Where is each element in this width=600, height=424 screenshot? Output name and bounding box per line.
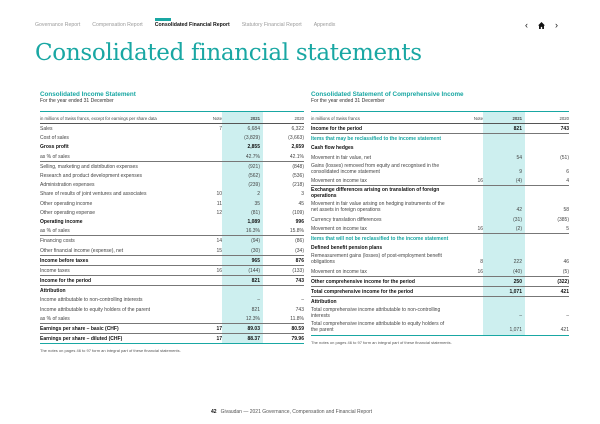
table-row (40, 245, 304, 255)
row-note: 16 (202, 265, 222, 275)
nav-consolidated-financial-report[interactable]: Consolidated Financial Report (154, 22, 230, 28)
header-2021: 2021 (483, 112, 525, 124)
row-label: Remeasurement gains (losses) of post-employment benefit obligations (311, 253, 442, 266)
row-note (451, 320, 483, 335)
row-label: Income for the period (311, 124, 451, 134)
row-2021: 42 (483, 200, 525, 214)
row-label: Operating income (40, 218, 83, 225)
table-row (40, 286, 304, 296)
row-2020: (536) (292, 173, 304, 180)
nav-governance-report[interactable]: Governance Report (35, 22, 81, 28)
row-2020 (525, 134, 569, 144)
row-note (451, 143, 483, 152)
row-label: Research and product development expenses (40, 173, 143, 180)
row-2020: 11.8% (263, 314, 304, 324)
row-2021: (2) (483, 224, 525, 234)
comprehensive-income-title: Consolidated Statement of Comprehensive Income (311, 91, 464, 98)
row-note: 16 (451, 266, 483, 276)
row-2020: 743 (295, 306, 304, 313)
row-label: Gross profit (40, 144, 69, 151)
row-note (202, 286, 222, 296)
row-2021: 12.3% (222, 314, 263, 324)
row-note (202, 161, 222, 171)
row-2021: 821 (222, 276, 263, 286)
table-row (311, 124, 569, 134)
row-2021: (921) (222, 161, 263, 171)
row-2021: 2 (222, 189, 263, 198)
row-label: Sales (40, 126, 53, 133)
row-note (451, 200, 483, 214)
row-note (451, 186, 483, 201)
row-2020: 743 (525, 124, 569, 134)
row-note (451, 215, 483, 224)
row-2020: 743 (263, 276, 304, 286)
row-2021 (222, 286, 263, 296)
chevron-right-icon[interactable]: › (555, 20, 558, 30)
row-2020: 996 (295, 218, 304, 225)
row-2021: 35 (222, 199, 263, 208)
row-note (202, 314, 222, 324)
row-label: Income taxes (40, 265, 202, 275)
row-2021: 1,071 (483, 286, 525, 296)
table-row (40, 142, 304, 151)
table-row (40, 226, 304, 236)
row-note (202, 217, 222, 226)
row-note (202, 180, 222, 189)
row-label: Other operating expense (40, 209, 96, 216)
row-label: Other financial income (expense), net (40, 245, 202, 255)
income-statement-title: Consolidated Income Statement (40, 91, 136, 98)
row-label: Total comprehensive income attributable to equity holders of the parent (311, 320, 451, 335)
row-2021: (30) (222, 245, 263, 255)
row-2021: (144) (222, 265, 263, 275)
row-2020: 3 (301, 191, 304, 198)
row-2021: 16.3% (222, 226, 263, 236)
row-note (202, 276, 222, 286)
row-2020: 15.8% (263, 226, 304, 236)
row-2021 (483, 233, 525, 243)
row-label: Selling, marketing and distribution expenses (40, 163, 138, 170)
table-row (40, 334, 304, 344)
chevron-left-icon[interactable]: ‹ (525, 20, 528, 30)
table-row (311, 153, 569, 162)
row-2021 (483, 243, 525, 252)
header-2021: 2021 (222, 112, 263, 124)
row-label: Earnings per share – diluted (CHF) (40, 334, 202, 344)
row-2020 (263, 286, 304, 296)
table-row (40, 295, 304, 304)
table-row (40, 124, 304, 134)
table-row (311, 297, 569, 307)
page-title: Consolidated financial statements (35, 40, 422, 66)
row-2020: 421 (525, 320, 569, 335)
row-note (202, 133, 222, 142)
row-2020: 6,322 (291, 126, 304, 133)
row-label: Movement on income tax (311, 224, 451, 234)
row-label: Movement on income tax (311, 266, 451, 276)
row-label: Cash flow hedges (311, 145, 354, 152)
top-navigation (35, 22, 335, 28)
nav-statutory-financial-report[interactable]: Statutory Financial Report (241, 22, 302, 28)
header-note: Note (202, 112, 222, 124)
home-icon[interactable] (538, 22, 545, 29)
table-row (40, 171, 304, 180)
table-row (311, 252, 569, 266)
row-label: Financing costs (40, 238, 75, 245)
page-navigation (525, 21, 558, 29)
row-label: Income attributable to non-controlling interests (40, 297, 143, 304)
row-2021 (483, 143, 525, 152)
row-label: Currency translation differences (311, 216, 382, 223)
row-2020: 6 (566, 168, 569, 175)
income-statement-table (40, 111, 304, 344)
row-2021: – (483, 306, 525, 320)
table-row (311, 176, 569, 186)
row-2020: 80.59 (263, 323, 304, 333)
row-note: 7 (219, 126, 222, 133)
comprehensive-income-panel (311, 91, 569, 345)
row-label: Earnings per share – basic (CHF) (40, 323, 202, 333)
row-note (451, 243, 483, 252)
row-2020: 58 (563, 207, 569, 214)
row-note: 14 (216, 238, 222, 245)
row-2020: (34) (263, 245, 304, 255)
row-2021: 89.03 (222, 323, 263, 333)
income-statement-subtitle: For the year ended 31 December (40, 98, 114, 104)
row-2020: 421 (525, 286, 569, 296)
row-2021: 965 (222, 255, 263, 265)
table-row (311, 276, 569, 286)
row-note: 11 (216, 200, 222, 207)
row-label: Movement in fair value arising on hedging instruments of the net assets in foreign operations (311, 201, 445, 214)
table-row (40, 265, 304, 275)
row-2020: – (301, 297, 304, 304)
row-2020: (51) (560, 154, 569, 161)
row-label: as % of sales (40, 152, 202, 162)
row-2020: (133) (263, 265, 304, 275)
row-label: Other operating income (40, 200, 93, 207)
header-label: in millions of Swiss francs (311, 112, 451, 124)
row-2021: 42.7% (222, 152, 263, 162)
row-label: Share of results of joint ventures and associates (40, 191, 147, 198)
table-row (40, 199, 304, 208)
row-2020 (525, 243, 569, 252)
row-label: Movement on income tax (311, 176, 451, 186)
row-2021: 1,071 (483, 320, 525, 335)
footer-text: Givaudan — 2021 Governance, Compensation and Financial Report (220, 409, 373, 415)
row-2021: (31) (483, 215, 525, 224)
row-2021: 821 (222, 305, 263, 314)
row-2020: (218) (292, 182, 304, 189)
row-2021: 821 (483, 124, 525, 134)
row-2020 (525, 186, 569, 201)
table-row (311, 215, 569, 224)
row-2021: (40) (483, 266, 525, 276)
row-label: Movement in fair value, net (311, 154, 372, 161)
table-row (311, 143, 569, 152)
table-row (311, 233, 569, 243)
row-note (451, 306, 483, 320)
row-label: Income attributable to equity holders of the parent (40, 306, 151, 313)
row-note (451, 233, 483, 243)
table-row (311, 162, 569, 176)
row-2020: 46 (563, 259, 569, 266)
table-row (311, 320, 569, 335)
row-label: Income for the period (40, 276, 202, 286)
row-note: 10 (216, 191, 222, 198)
table-row (40, 314, 304, 324)
row-note (451, 124, 483, 134)
row-2020: – (566, 313, 569, 320)
row-2020: 42.1% (263, 152, 304, 162)
row-2020: (109) (292, 209, 304, 216)
table-row (40, 217, 304, 226)
row-note (451, 162, 483, 176)
row-note (451, 286, 483, 296)
table-header (311, 112, 569, 124)
row-2020: (86) (295, 238, 304, 245)
row-label: Administration expenses (40, 182, 95, 189)
row-note (202, 305, 222, 314)
table-row (311, 186, 569, 201)
row-note (202, 142, 222, 151)
table-row (40, 189, 304, 198)
row-label: Cost of sales (40, 135, 69, 142)
row-2020: (5) (525, 266, 569, 276)
row-note (451, 134, 483, 144)
comprehensive-income-footnote: The notes on pages 46 to 97 form an integral part of these financial statements. (311, 339, 452, 345)
table-row (311, 306, 569, 320)
row-2020 (525, 297, 569, 307)
row-2021: – (222, 295, 263, 304)
row-2021: 9 (483, 162, 525, 176)
table-row (40, 323, 304, 333)
page-number: 42 (211, 409, 217, 415)
row-label: Income before taxes (40, 255, 202, 265)
table-row (40, 208, 304, 217)
row-2020: (385) (557, 216, 569, 223)
row-label: Total comprehensive income attributable to non-controlling interests (311, 307, 441, 320)
row-note (202, 152, 222, 162)
table-row (40, 276, 304, 286)
row-note: 8 (480, 259, 483, 266)
income-statement-footnote: The notes on pages 46 to 97 form an integral part of these financial statements. (40, 348, 181, 354)
row-2021: (94) (222, 236, 263, 246)
comprehensive-income-subtitle: For the year ended 31 December (311, 98, 385, 104)
table-row (311, 243, 569, 252)
row-2021: (239) (222, 180, 263, 189)
row-2021: 88.37 (222, 334, 263, 344)
income-statement-panel (40, 91, 304, 353)
row-2020: (322) (525, 276, 569, 286)
header-label: in millions of Swiss francs, except for earnings per share data (40, 112, 202, 124)
row-label: Total comprehensive income for the period (311, 286, 451, 296)
row-2021: 222 (483, 252, 525, 266)
row-2020 (525, 233, 569, 243)
row-label: Defined benefit pension plans (311, 245, 383, 252)
row-2021: 54 (483, 153, 525, 162)
comprehensive-income-table (311, 111, 569, 336)
table-row (311, 134, 569, 144)
row-note (202, 226, 222, 236)
page-footer (211, 409, 372, 415)
row-label: Attribution (311, 299, 337, 306)
row-2020 (525, 143, 569, 152)
row-note (451, 276, 483, 286)
table-row (40, 180, 304, 189)
table-row (311, 224, 569, 234)
nav-compensation-report[interactable]: Compensation Report (92, 22, 143, 28)
table-row (40, 236, 304, 246)
header-2020: 2020 (263, 112, 304, 124)
row-note (451, 297, 483, 307)
row-label: Attribution (40, 288, 66, 295)
row-label: Other comprehensive income for the period (311, 276, 451, 286)
row-2021: 6,684 (222, 124, 263, 134)
row-note: 17 (202, 334, 222, 344)
table-row (40, 255, 304, 265)
row-note (202, 171, 222, 180)
row-2021: 2,855 (222, 142, 263, 151)
row-2021: (81) (222, 208, 263, 217)
table-row (40, 161, 304, 171)
header-note: Note (451, 112, 483, 124)
row-2021: (4) (483, 176, 525, 186)
row-2020: (3,663) (288, 135, 304, 142)
row-note: 15 (202, 245, 222, 255)
row-note (202, 295, 222, 304)
row-2020: 4 (525, 176, 569, 186)
row-label: Gains (losses) removed from equity and recognised in the consolidated income statement (311, 162, 440, 175)
row-note: 16 (451, 224, 483, 234)
row-2020: 2,659 (291, 144, 304, 151)
row-2020: 5 (525, 224, 569, 234)
row-2021 (483, 134, 525, 144)
table-row (40, 133, 304, 142)
row-2020: 876 (263, 255, 304, 265)
row-2021 (483, 297, 525, 307)
table-header (40, 112, 304, 124)
table-row (40, 305, 304, 314)
row-2021 (483, 186, 525, 201)
table-row (311, 266, 569, 276)
table-row (311, 200, 569, 214)
row-label: Exchange differences arising on translation of foreign operations (311, 187, 440, 200)
row-2020: (848) (292, 163, 304, 170)
table-row (311, 286, 569, 296)
row-2021: (562) (222, 171, 263, 180)
row-note: 16 (451, 176, 483, 186)
row-2021: 1,089 (222, 217, 263, 226)
nav-appendix[interactable]: Appendix (313, 22, 336, 28)
row-2021: 250 (483, 276, 525, 286)
row-label: as % of sales (40, 314, 202, 324)
row-note: 17 (202, 323, 222, 333)
row-label: Items that will not be reclassified to the income statement (311, 235, 449, 242)
table-row (40, 152, 304, 162)
row-2021: (3,829) (222, 133, 263, 142)
row-note (202, 255, 222, 265)
row-2020: 45 (298, 200, 304, 207)
header-2020: 2020 (525, 112, 569, 124)
row-label: Items that may be reclassified to the income statement (311, 136, 442, 143)
row-label: as % of sales (40, 226, 202, 236)
row-2020: 79.96 (263, 334, 304, 344)
row-note: 12 (216, 209, 222, 216)
row-note (451, 153, 483, 162)
